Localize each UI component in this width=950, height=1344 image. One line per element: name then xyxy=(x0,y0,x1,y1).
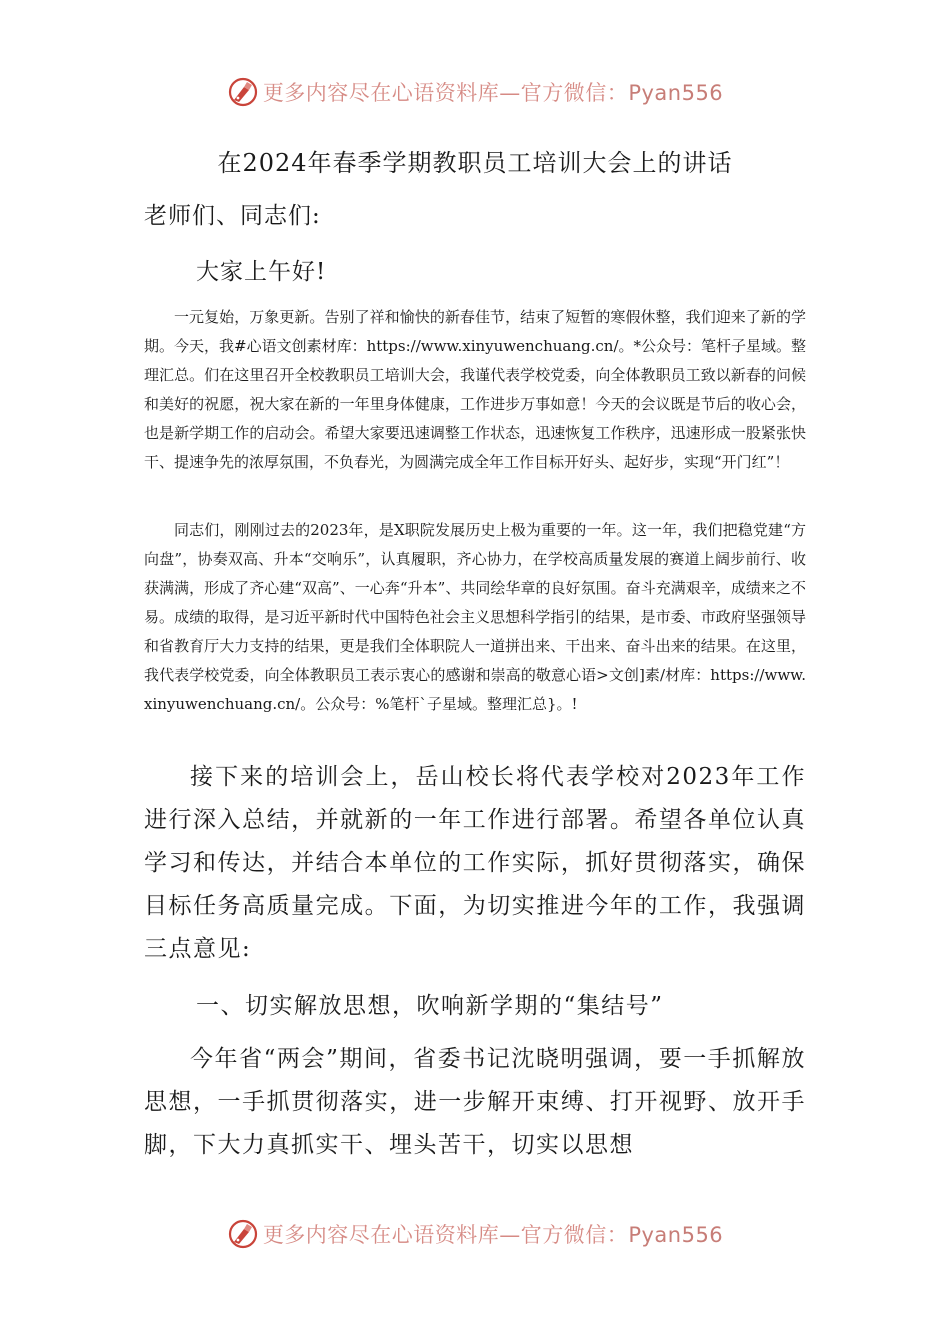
paragraph-section-1: 今年省“两会”期间，省委书记沈晓明强调，要一手抓解放思想，一手抓贯彻落实，进一步解开束缚、打开视野、放开手脚，下大力真抓实干、埋头苦干，切实以思想 xyxy=(144,1046,806,1158)
greeting: 大家上午好! xyxy=(196,259,327,285)
watermark-label: 更多内容尽在心语资料库—官方微信： xyxy=(262,1223,629,1247)
paragraph-opening: 一元复始，万象更新。告别了祥和愉快的新春佳节，结束了短暂的寒假休整，我们迎来了新的学期。今天，我#心语文创素材库：https://www.xinyuwenchuang.cn/。*公众号：笔杆子星域。整理汇总。们在这里召开全校教职员工培训大会，我谨代表学校党委，向全体教职员工致以新春的问候和美好的祝愿，祝大家在新的一年里身体健康，工作进步万事如意！今天的会议既是节后的收心会，也是新学期工作的启动会。希望大家要迅速调整工作状态，迅速恢复工作秩序，迅速形成一股紧张快干、提速争先的浓厚氛围，不负春光，为圆满完成全年工作目标开好头、起好步，实现“开门红”！ xyxy=(144,308,806,471)
document-title: 在2024年春季学期教职员工培训大会上的讲话 xyxy=(217,149,733,177)
watermark-footer xyxy=(0,1214,950,1254)
watermark-wechat-id: Pyan556 xyxy=(628,81,724,105)
pen-nib-circle-icon xyxy=(227,76,259,108)
pen-nib-circle-icon xyxy=(227,1218,259,1250)
section-heading-1: 一、切实解放思想，吹响新学期的“集结号” xyxy=(196,993,664,1019)
watermark-text xyxy=(263,77,723,107)
watermark-wechat-id: Pyan556 xyxy=(628,1223,724,1247)
paragraph-agenda: 接下来的培训会上，岳山校长将代表学校对2023年工作进行深入总结，并就新的一年工作进行部署。希望各单位认真学习和传达，并结合本单位的工作实际，抓好贯彻落实，确保目标任务高质量完成。下面，为切实推进今年的工作，我强调三点意见: xyxy=(144,764,806,962)
watermark-header xyxy=(0,72,950,112)
paragraph-review: 同志们，刚刚过去的2023年，是X职院发展历史上极为重要的一年。这一年，我们把稳党建“方向盘”，协奏双高、升本“交响乐”，认真履职，齐心协力，在学校高质量发展的赛道上阔步前行、收获满满，形成了齐心建“双高”、一心奔“升本”、共同绘华章的良好氛围。奋斗充满艰辛，成绩来之不易。成绩的取得，是习近平新时代中国特色社会主义思想科学指引的结果，是市委、市政府坚强领导和省教育厅大力支持的结果，更是我们全体职院人一道拼出来、干出来、奋斗出来的结果。在这里，我代表学校党委，向全体教职员工表示衷心的感谢和崇高的敬意心语>文创]素/材库：https://www.xinyuwenchuang.cn/。公众号：%笔杆`子星域。整理汇总}。! xyxy=(144,521,806,713)
watermark-text xyxy=(263,1219,723,1249)
watermark-label: 更多内容尽在心语资料库—官方微信： xyxy=(262,81,629,105)
salutation: 老师们、同志们: xyxy=(144,203,321,229)
